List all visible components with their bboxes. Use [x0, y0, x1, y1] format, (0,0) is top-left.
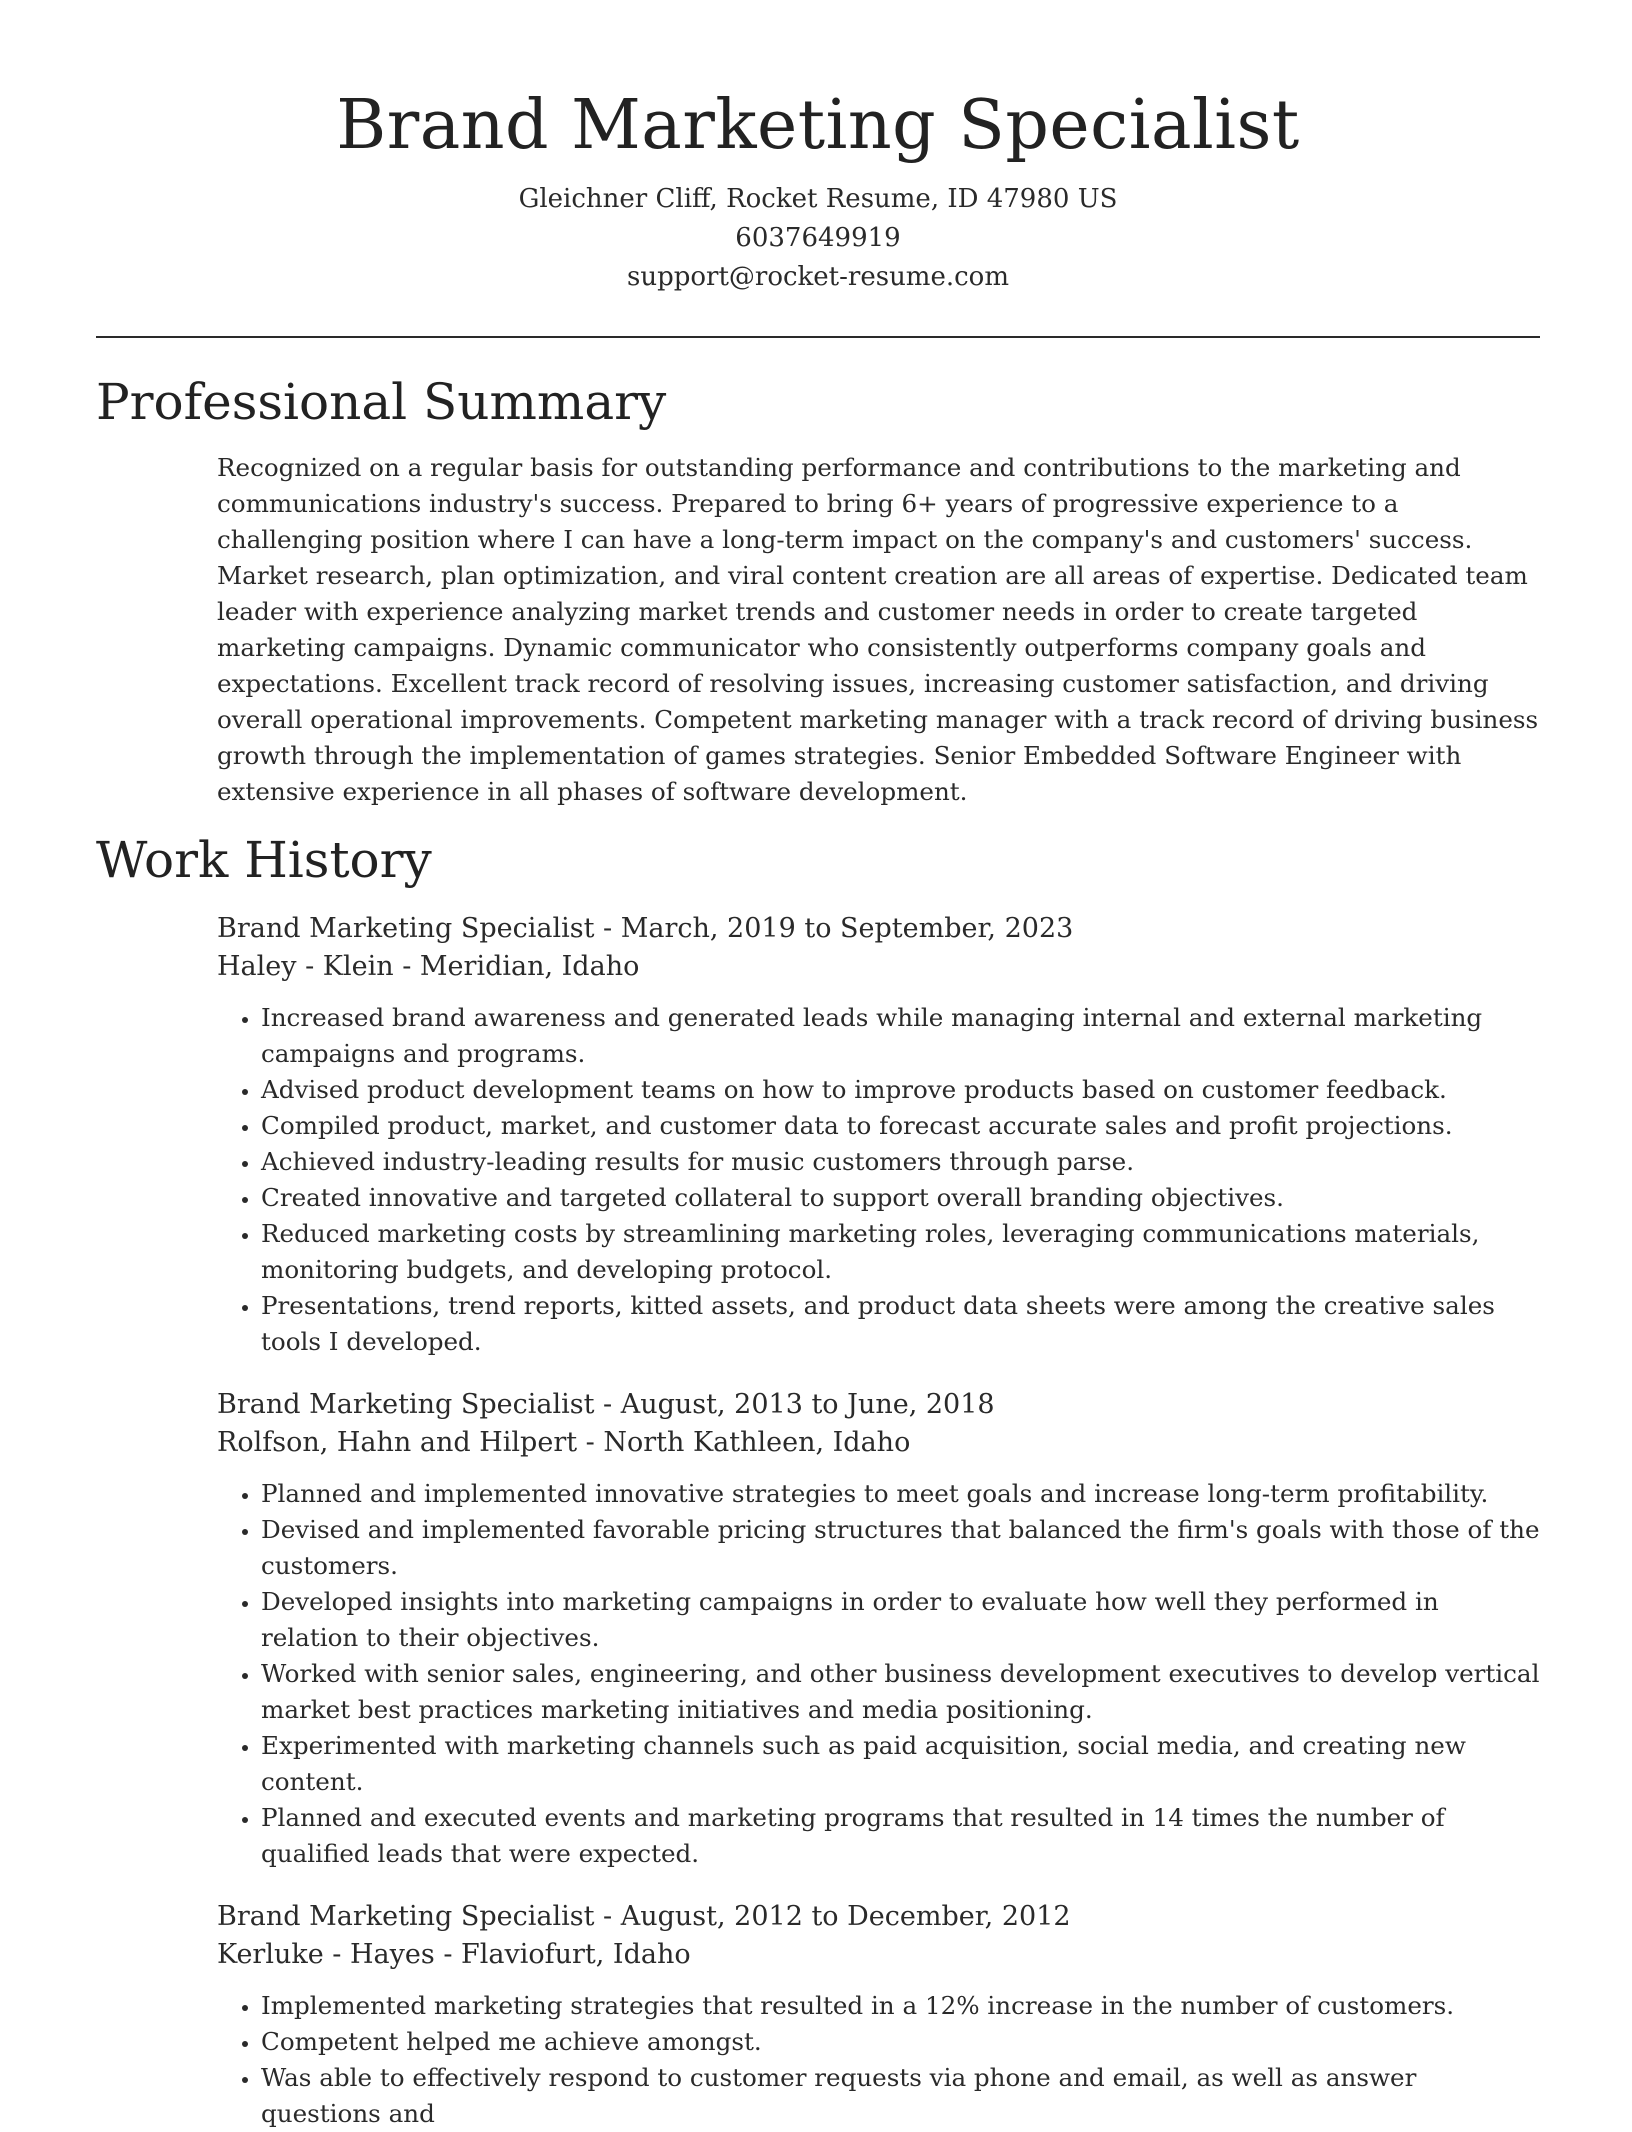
contact-address: Gleichner Cliff, Rocket Resume, ID 47980 US: [518, 184, 1118, 214]
job-bullet: • Advised product development teams on how to improve products based on customer feedback.: [261, 1072, 1541, 1108]
job-company: Rolfson, Hahn and Hilpert: [217, 1427, 578, 1458]
job-bullet: • Was able to effectively respond to customer requests via phone and email, as well as answer questions and: [261, 2060, 1541, 2132]
job-entry: [217, 1898, 1541, 2132]
job-bullets: [217, 1476, 1541, 1872]
job-bullet: • Developed insights into marketing campaigns in order to evaluate how well they performed in relation to their objectives.: [261, 1584, 1541, 1656]
job-company-line: [217, 1424, 1541, 1462]
job-bullets: [217, 1988, 1541, 2132]
job-role: Brand Marketing Specialist: [217, 1901, 595, 1932]
job-bullet: • Competent helped me achieve amongst.: [261, 2024, 1541, 2060]
work-history-heading: Work History: [96, 831, 432, 889]
job-bullets: [217, 1000, 1541, 1360]
job-title-line: [217, 910, 1541, 948]
resume-title: Brand Marketing Specialist: [336, 86, 1300, 165]
job-bullet: • Achieved industry-leading results for music customers through parse.: [261, 1144, 1541, 1180]
job-entry: [217, 910, 1541, 1360]
job-title-line: [217, 1898, 1541, 1936]
job-location: - Flaviofurt, Idaho: [443, 1939, 691, 1970]
job-bullet: • Presentations, trend reports, kitted assets, and product data sheets were among the creative sales tools I developed.: [261, 1288, 1541, 1360]
job-entry: [217, 1386, 1541, 1872]
job-role: Brand Marketing Specialist: [217, 1389, 595, 1420]
summary-heading: Professional Summary: [96, 373, 667, 431]
resume-header: [96, 0, 1540, 297]
job-role: Brand Marketing Specialist: [217, 913, 595, 944]
job-bullet: • Devised and implemented favorable pricing structures that balanced the firm's goals with those of the customers.: [261, 1512, 1541, 1584]
job-location: - Meridian, Idaho: [402, 951, 640, 982]
job-dates: - August, 2012 to December, 2012: [603, 1901, 1071, 1932]
job-bullet: • Experimented with marketing channels such as paid acquisition, social media, and creating new content.: [261, 1728, 1541, 1800]
contact-email: support@rocket-resume.com: [626, 262, 1009, 292]
job-bullet: • Worked with senior sales, engineering, and other business development executives to develop vertical market best practices marketing initiatives and media positioning.: [261, 1656, 1541, 1728]
contact-block: [96, 180, 1540, 297]
job-dates: - March, 2019 to September, 2023: [603, 913, 1074, 944]
job-bullet: • Implemented marketing strategies that resulted in a 12% increase in the number of customers.: [261, 1988, 1541, 2024]
job-company: Haley - Klein: [217, 951, 394, 982]
job-bullet: • Planned and implemented innovative strategies to meet goals and increase long-term profitability.: [261, 1476, 1541, 1512]
job-bullet: • Planned and executed events and marketing programs that resulted in 14 times the number of qualified leads that were expected.: [261, 1800, 1541, 1872]
job-bullet: • Created innovative and targeted collateral to support overall branding objectives.: [261, 1180, 1541, 1216]
job-dates: - August, 2013 to June, 2018: [603, 1389, 995, 1420]
job-company-line: [217, 948, 1541, 986]
resume-page: [96, 0, 1540, 2132]
header-divider: [96, 336, 1540, 338]
job-company-line: [217, 1936, 1541, 1974]
summary-text: Recognized on a regular basis for outstanding performance and contributions to the marketing and communications industry's success. Prepared to bring 6+ years of progressive experience to a challenging position where I can have a long-term impact on the company's and customers' success. Market research, plan optimization, and viral content creation are all areas of expertise. Dedicated team leader with experience analyzing market trends and customer needs in order to create targeted marketing campaigns. Dynamic communicator who consistently outperforms company goals and expectations. Excellent track record of resolving issues, increasing customer satisfaction, and driving overall operational improvements. Competent marketing manager with a track record of driving business growth through the implementation of games strategies. Senior Embedded Software Engineer with extensive experience in all phases of software development.: [217, 453, 1539, 806]
work-history-list: [217, 910, 1541, 2132]
job-bullet: • Compiled product, market, and customer data to forecast accurate sales and profit projections.: [261, 1108, 1541, 1144]
job-bullet: • Reduced marketing costs by streamlining marketing roles, leveraging communications materials, monitoring budgets, and developing protocol.: [261, 1216, 1541, 1288]
job-location: - North Kathleen, Idaho: [585, 1427, 911, 1458]
job-company: Kerluke - Hayes: [217, 1939, 435, 1970]
contact-phone: 6037649919: [735, 223, 901, 253]
job-bullet: • Increased brand awareness and generated leads while managing internal and external marketing campaigns and programs.: [261, 1000, 1541, 1072]
job-title-line: [217, 1386, 1541, 1424]
